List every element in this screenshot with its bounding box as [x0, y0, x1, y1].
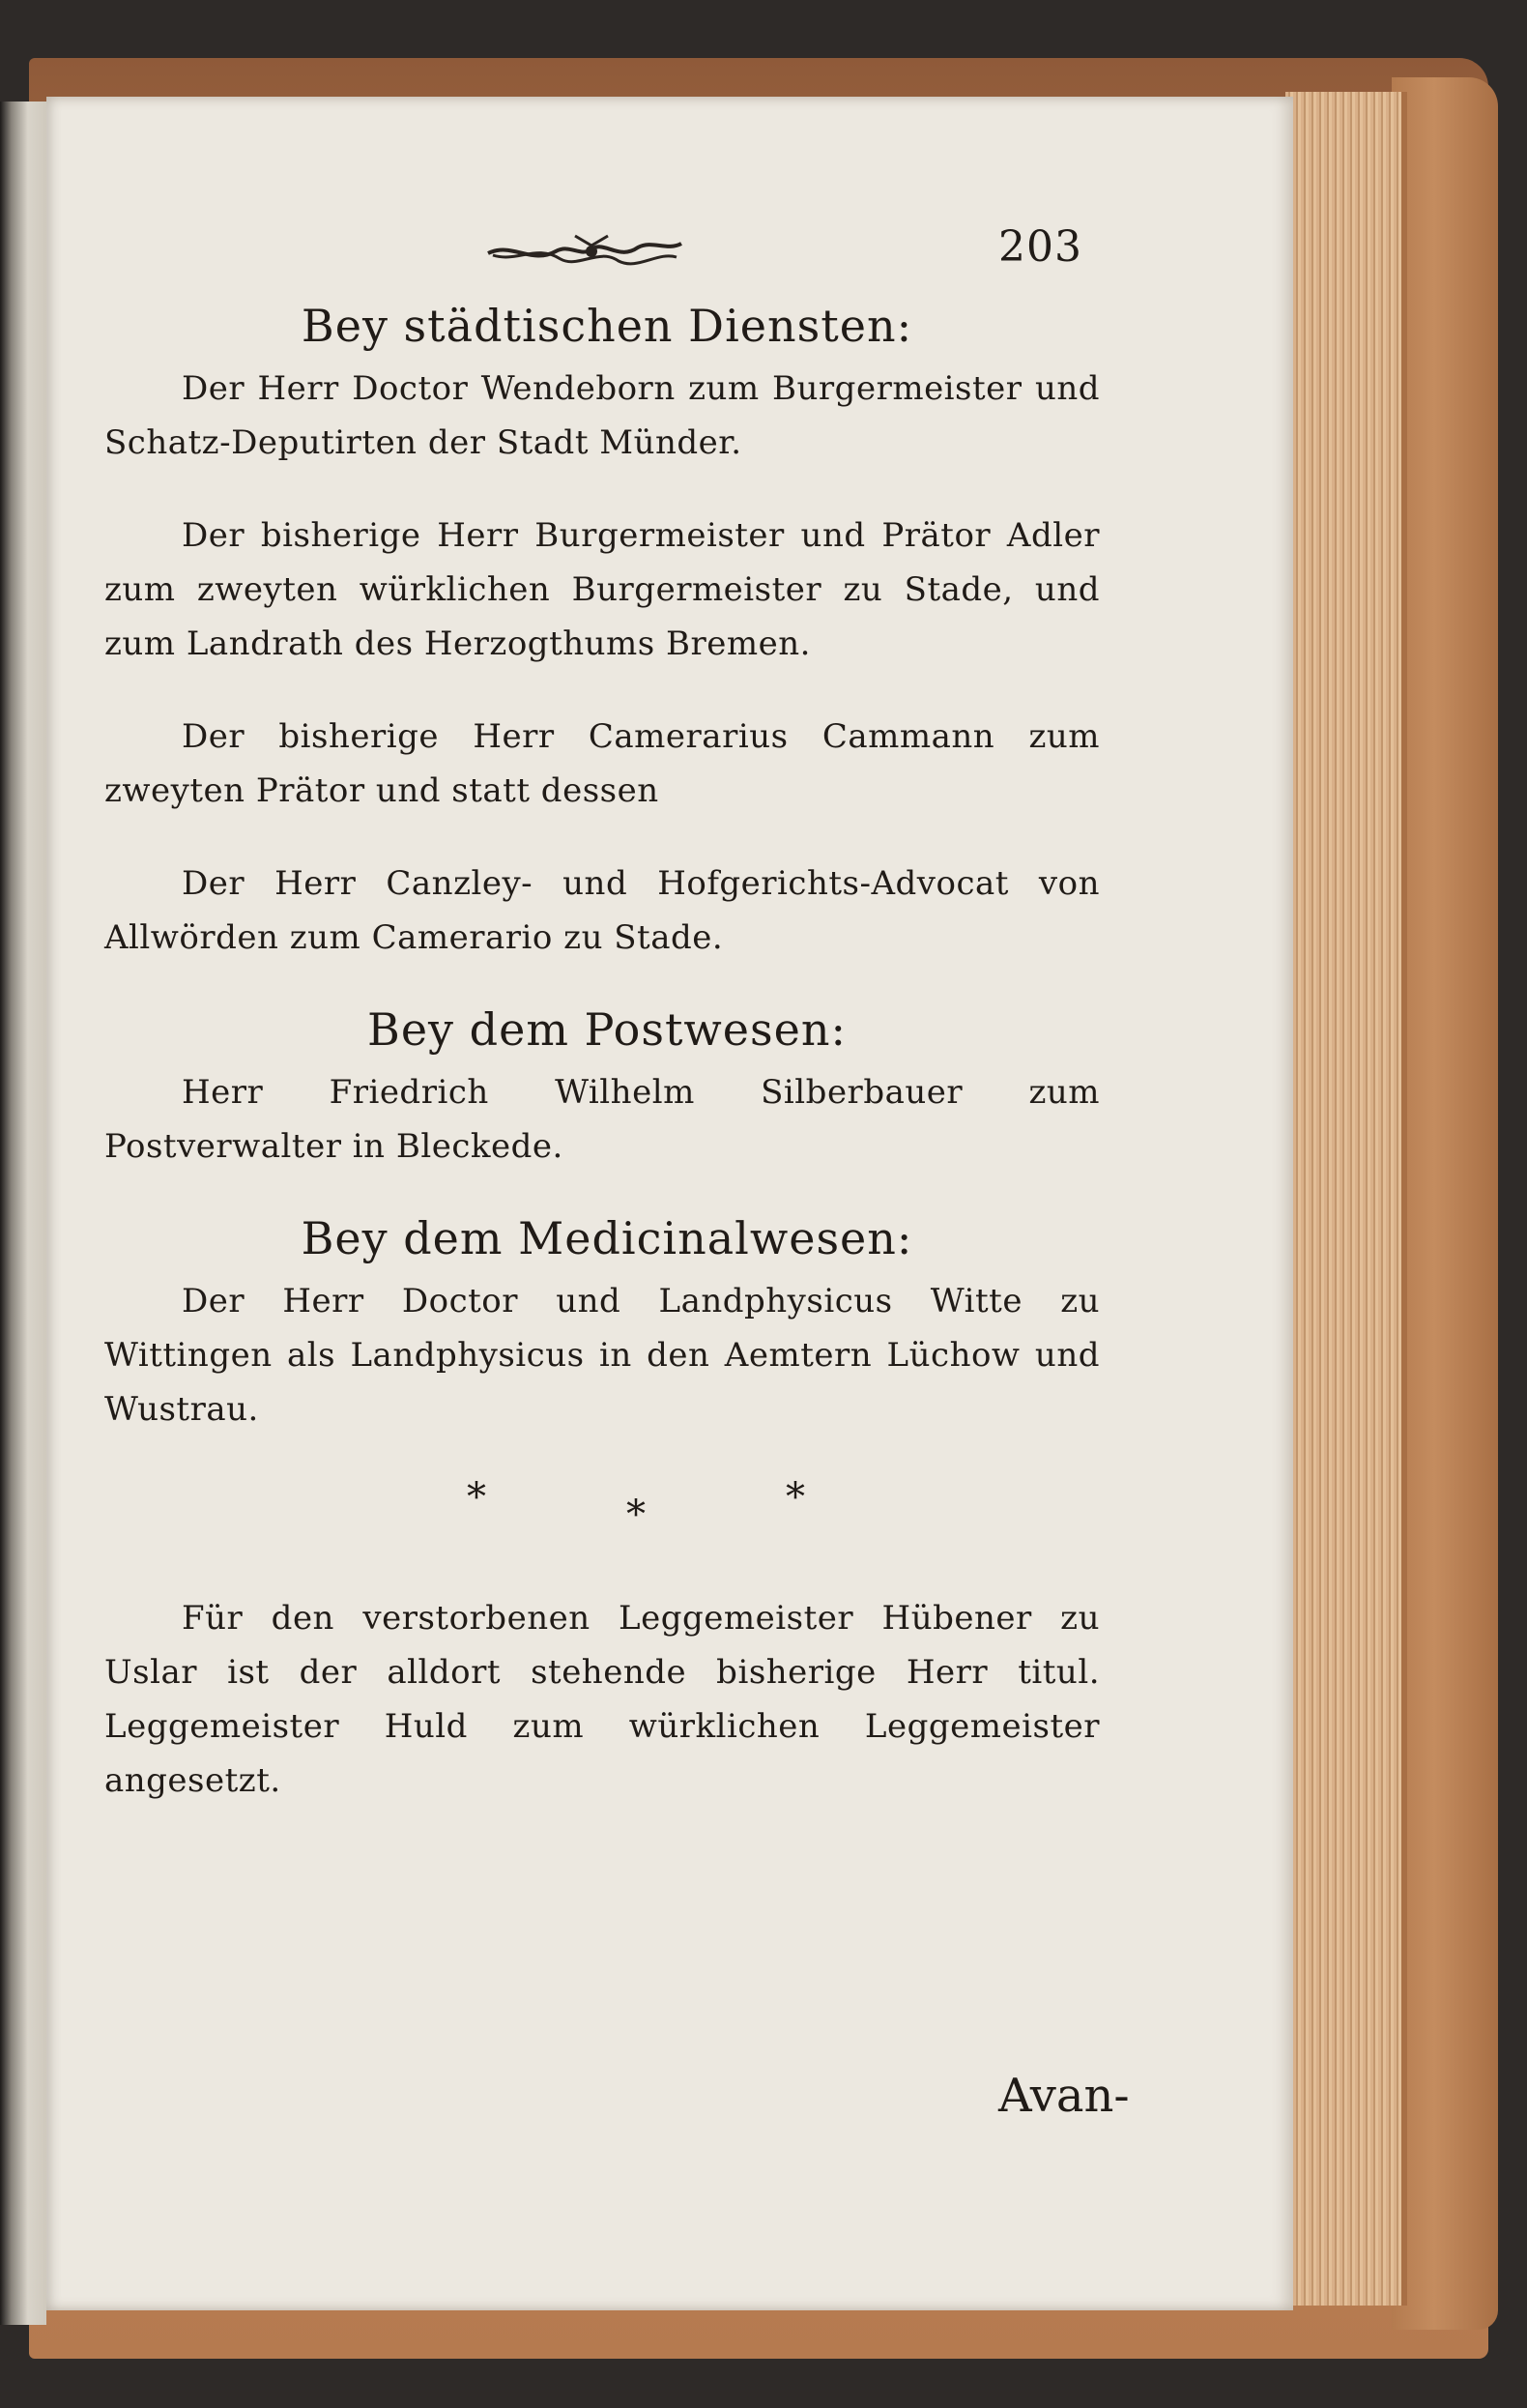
appointment-paragraph: Herr Friedrich Wilhelm Silberbauer zum Postverwalter in Bleckede.: [104, 1073, 1100, 1166]
ornament-icon: [483, 222, 686, 280]
separator-star: *: [467, 1475, 486, 1520]
page-header: [104, 222, 1109, 300]
appointment-paragraph: Der Herr Doctor Wendeborn zum Burgermeister und Schatz-Deputirten der Stadt Münder.: [104, 369, 1100, 462]
separator-stars: [104, 1475, 1109, 1543]
appointment-paragraph: Der bisherige Herr Burgermeister und Prätor Adler zum zweyten würklichen Burgermeister zu Stade, und zum Landrath des Herzogthums Bremen.: [104, 516, 1100, 663]
separator-star: *: [626, 1493, 646, 1537]
closing-paragraph: Für den verstorbenen Leggemeister Hübener zu Uslar ist der alldort stehende bisherige Herr titul. Leggemeister Huld zum würklichen Leggemeister angesetzt.: [104, 1599, 1100, 1800]
page-stack-edge: [1285, 92, 1407, 2306]
appointment-paragraph: Der bisherige Herr Camerarius Cammann zum zweyten Prätor und statt dessen: [104, 717, 1100, 810]
section-heading-medical: Bey dem Medicinalwesen:: [301, 1212, 913, 1264]
appointment-paragraph: Der Herr Doctor und Landphysicus Witte zu Wittingen als Landphysicus in den Aemtern Lüchow und Wustrau.: [104, 1282, 1100, 1429]
separator-star: *: [786, 1475, 805, 1520]
section-heading-city-services: Bey städtischen Diensten:: [301, 300, 913, 352]
book-page: [46, 97, 1293, 2310]
section-heading-postal: Bey dem Postwesen:: [367, 1003, 847, 1056]
catchword: Avan-: [998, 2069, 1130, 2123]
appointment-paragraph: Der Herr Canzley- und Hofgerichts-Advocat von Allwörden zum Camerario zu Stade.: [104, 864, 1100, 957]
page-number: 203: [998, 222, 1082, 272]
previous-page-edge: [0, 102, 46, 2325]
page-stack-shade: [1392, 77, 1498, 2330]
page-content: [104, 222, 1130, 2123]
